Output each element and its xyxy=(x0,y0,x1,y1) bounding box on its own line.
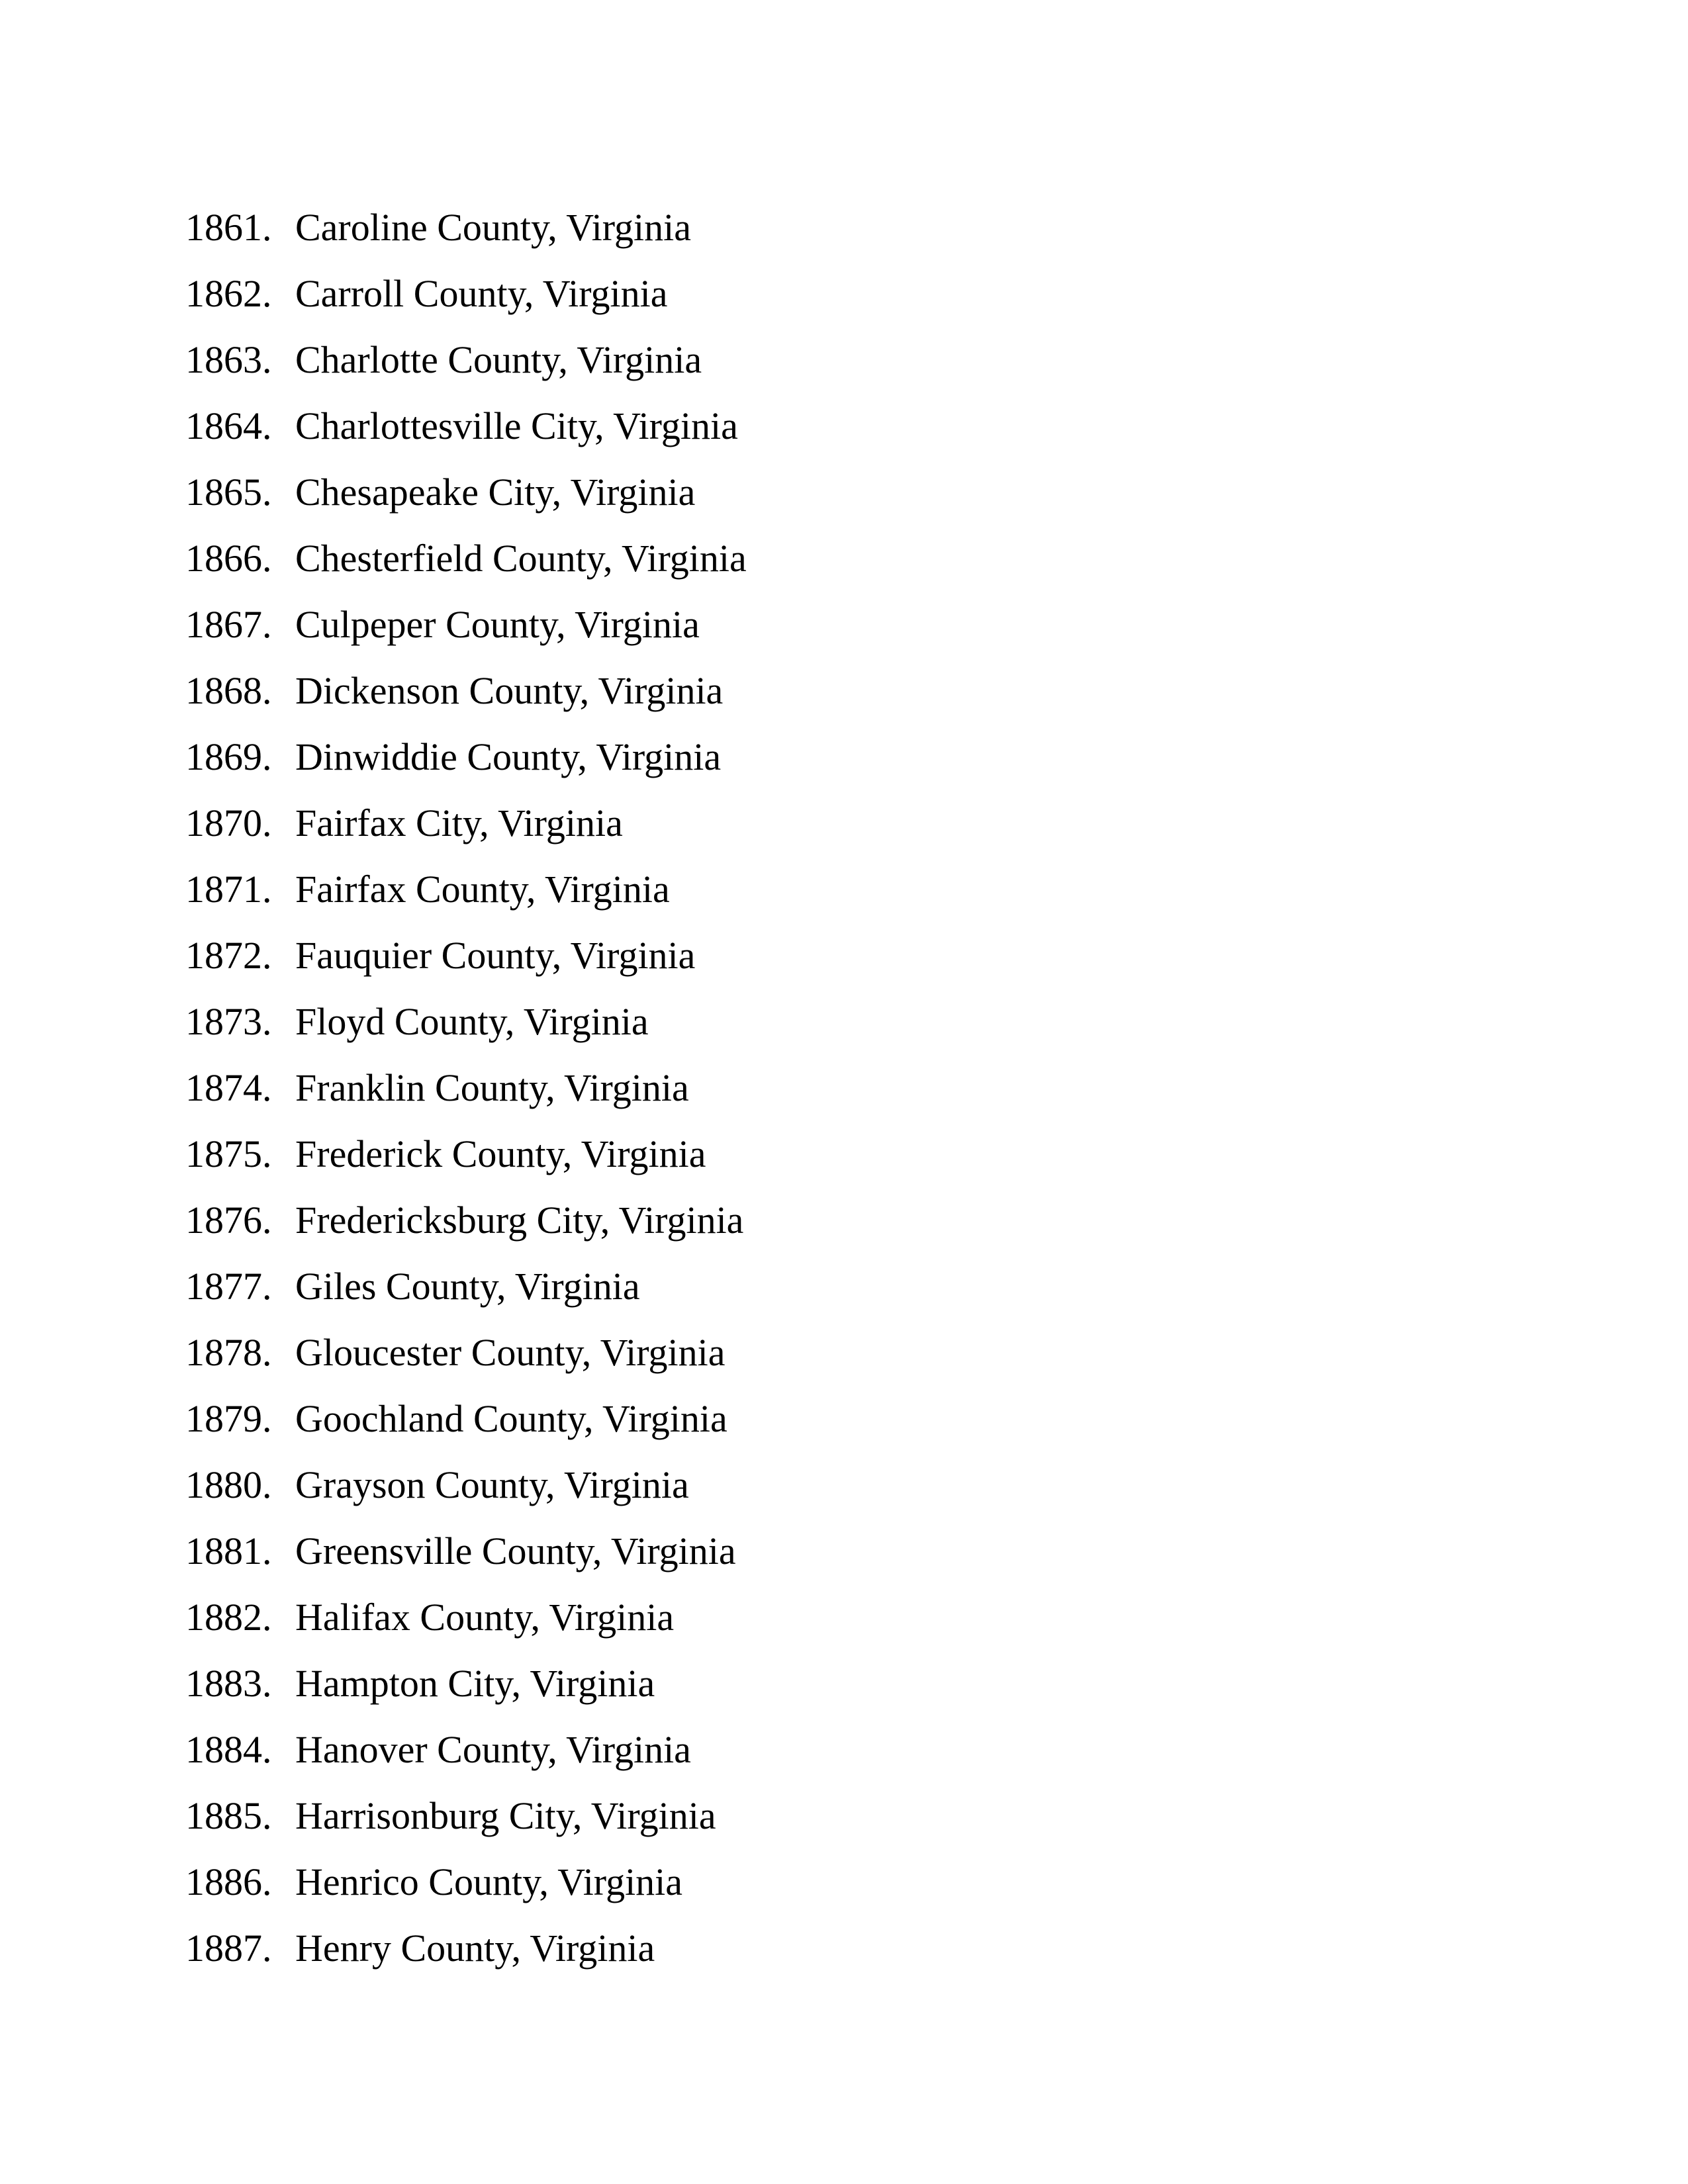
item-text: Carroll County, Virginia xyxy=(295,272,668,315)
item-number: 1862. xyxy=(185,272,272,315)
list-item xyxy=(185,592,747,658)
list-item xyxy=(185,1783,747,1849)
item-number: 1864. xyxy=(185,404,272,447)
list-item xyxy=(185,1187,747,1253)
item-text: Henry County, Virginia xyxy=(295,1927,655,1970)
item-number: 1883. xyxy=(185,1662,272,1705)
item-number: 1861. xyxy=(185,206,272,249)
item-number: 1871. xyxy=(185,868,272,911)
list-item xyxy=(185,1121,747,1187)
list-item xyxy=(185,790,747,856)
list-item xyxy=(185,1320,747,1386)
item-number: 1882. xyxy=(185,1596,272,1639)
item-text: Culpeper County, Virginia xyxy=(295,603,700,646)
item-number: 1863. xyxy=(185,338,272,381)
item-number: 1869. xyxy=(185,735,272,778)
item-number: 1866. xyxy=(185,537,272,580)
item-text: Giles County, Virginia xyxy=(295,1265,640,1308)
item-text: Floyd County, Virginia xyxy=(295,1000,649,1043)
list-item xyxy=(185,989,747,1055)
item-number: 1868. xyxy=(185,669,272,712)
item-number: 1879. xyxy=(185,1397,272,1440)
item-number: 1878. xyxy=(185,1331,272,1374)
item-text: Harrisonburg City, Virginia xyxy=(295,1794,716,1837)
item-text: Dickenson County, Virginia xyxy=(295,669,724,712)
item-text: Grayson County, Virginia xyxy=(295,1463,689,1506)
item-number: 1886. xyxy=(185,1860,272,1903)
item-text: Fauquier County, Virginia xyxy=(295,934,696,977)
list-item xyxy=(185,1386,747,1452)
item-text: Frederick County, Virginia xyxy=(295,1132,706,1175)
item-text: Caroline County, Virginia xyxy=(295,206,691,249)
list-item xyxy=(185,261,747,327)
item-text: Chesapeake City, Virginia xyxy=(295,471,696,514)
item-number: 1865. xyxy=(185,471,272,514)
numbered-list xyxy=(185,195,747,1981)
list-item xyxy=(185,1253,747,1320)
item-number: 1885. xyxy=(185,1794,272,1837)
list-item xyxy=(185,1717,747,1783)
list-item xyxy=(185,459,747,525)
item-number: 1875. xyxy=(185,1132,272,1175)
list-item xyxy=(185,327,747,393)
item-number: 1877. xyxy=(185,1265,272,1308)
item-number: 1884. xyxy=(185,1728,272,1771)
item-text: Charlottesville City, Virginia xyxy=(295,404,738,447)
list-item xyxy=(185,1518,747,1584)
item-number: 1872. xyxy=(185,934,272,977)
list-item xyxy=(185,923,747,989)
list-item xyxy=(185,1055,747,1121)
list-item xyxy=(185,658,747,724)
list-item xyxy=(185,1452,747,1518)
item-number: 1881. xyxy=(185,1529,272,1572)
list-item xyxy=(185,1849,747,1915)
item-text: Fairfax County, Virginia xyxy=(295,868,670,911)
item-number: 1873. xyxy=(185,1000,272,1043)
item-text: Gloucester County, Virginia xyxy=(295,1331,726,1374)
item-text: Dinwiddie County, Virginia xyxy=(295,735,722,778)
item-number: 1887. xyxy=(185,1927,272,1970)
item-number: 1876. xyxy=(185,1199,272,1242)
list-item xyxy=(185,393,747,459)
item-number: 1880. xyxy=(185,1463,272,1506)
item-text: Henrico County, Virginia xyxy=(295,1860,683,1903)
list-item xyxy=(185,1651,747,1717)
list-item xyxy=(185,856,747,923)
item-number: 1870. xyxy=(185,801,272,844)
item-text: Fairfax City, Virginia xyxy=(295,801,623,844)
list-item xyxy=(185,724,747,790)
list-item xyxy=(185,1915,747,1981)
list-item xyxy=(185,525,747,592)
item-text: Charlotte County, Virginia xyxy=(295,338,702,381)
item-text: Halifax County, Virginia xyxy=(295,1596,675,1639)
item-number: 1867. xyxy=(185,603,272,646)
item-text: Hampton City, Virginia xyxy=(295,1662,655,1705)
list-item xyxy=(185,1584,747,1651)
item-text: Chesterfield County, Virginia xyxy=(295,537,747,580)
item-number: 1874. xyxy=(185,1066,272,1109)
item-text: Hanover County, Virginia xyxy=(295,1728,691,1771)
item-text: Greensville County, Virginia xyxy=(295,1529,736,1572)
item-text: Franklin County, Virginia xyxy=(295,1066,689,1109)
list-item xyxy=(185,195,747,261)
item-text: Fredericksburg City, Virginia xyxy=(295,1199,744,1242)
item-text: Goochland County, Virginia xyxy=(295,1397,727,1440)
